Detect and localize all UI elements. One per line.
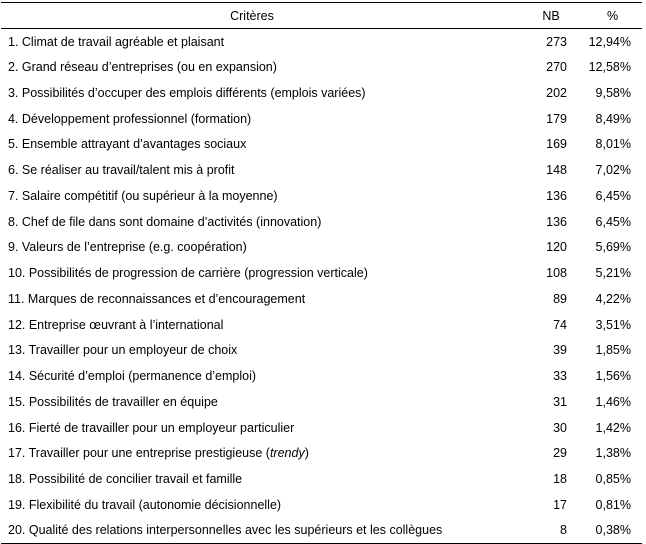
criterion-cell: 15. Possibilités de travailler en équipe <box>8 394 218 409</box>
percent-cell: 9,58% <box>595 85 631 100</box>
nb-cell: 17 <box>553 497 567 512</box>
criterion-cell: 10. Possibilités de progression de carrière (progression verticale) <box>8 266 368 281</box>
table-row <box>1 338 642 364</box>
nb-cell: 8 <box>513 518 575 544</box>
table-row <box>1 209 642 235</box>
percent-cell: 6,45% <box>595 188 631 203</box>
nb-cell: 39 <box>553 343 567 358</box>
percent-cell: 0,85% <box>595 472 631 487</box>
nb-cell: 169 <box>546 137 567 152</box>
header-nb: NB <box>513 3 575 29</box>
criterion-cell: 20. Qualité des relations interpersonnelles avec les supérieurs et les collègues <box>1 518 513 544</box>
percent-cell: 1,46% <box>595 394 631 409</box>
table-row <box>1 312 642 338</box>
nb-cell: 148 <box>546 163 567 178</box>
criterion-cell: 13. Travailler pour un employeur de choix <box>8 343 238 358</box>
criterion-cell: 6. Se réaliser au travail/talent mis à profit <box>8 163 235 178</box>
criterion-cell: 9. Valeurs de l’entreprise (e.g. coopération) <box>8 240 247 255</box>
criterion-cell: 12. Entreprise œuvrant à l’international <box>8 317 224 332</box>
nb-cell: 136 <box>546 188 567 203</box>
percent-cell: 12,94% <box>588 34 631 49</box>
criterion-cell: 2. Grand réseau d’entreprises (ou en expansion) <box>8 60 277 75</box>
nb-cell: 30 <box>553 420 567 435</box>
nb-cell: 270 <box>546 60 567 75</box>
table-row <box>1 260 642 286</box>
nb-cell: 273 <box>546 34 567 49</box>
nb-cell: 74 <box>553 317 567 332</box>
table-row <box>1 466 642 492</box>
table-row <box>1 132 642 158</box>
table-header <box>1 3 642 29</box>
percent-cell: 8,49% <box>595 111 631 126</box>
percent-cell: 8,01% <box>595 137 631 152</box>
table-row <box>1 183 642 209</box>
percent-cell: 7,02% <box>595 163 631 178</box>
nb-cell: 89 <box>553 291 567 306</box>
criterion-text-part: ) <box>304 446 309 461</box>
table-row <box>1 286 642 312</box>
table-row <box>1 441 642 467</box>
percent-cell: 4,22% <box>595 291 631 306</box>
table-row <box>1 518 642 544</box>
table-row <box>1 157 642 183</box>
percent-cell: 0,81% <box>595 497 631 512</box>
header-row <box>1 3 642 29</box>
table-row <box>1 363 642 389</box>
table-row <box>1 492 642 518</box>
criterion-emphasis: trendy <box>269 446 305 461</box>
criterion-cell: 11. Marques de reconnaissances et d’encouragement <box>8 291 306 306</box>
percent-cell: 3,51% <box>595 317 631 332</box>
nb-cell: 202 <box>546 85 567 100</box>
percent-cell: 5,21% <box>595 266 631 281</box>
nb-cell: 179 <box>546 111 567 126</box>
table-row <box>1 235 642 261</box>
header-criteria: Critères <box>1 3 513 29</box>
header-percent: % <box>575 3 642 29</box>
nb-cell: 108 <box>546 266 567 281</box>
percent-cell: 6,45% <box>595 214 631 229</box>
table-row <box>1 106 642 132</box>
nb-cell: 120 <box>546 240 567 255</box>
table-row <box>1 80 642 106</box>
percent-cell: 0,38% <box>575 518 642 544</box>
criterion-cell: 3. Possibilités d’occuper des emplois différents (emplois variées) <box>8 85 366 100</box>
criterion-cell: 4. Développement professionnel (formation) <box>8 111 252 126</box>
percent-cell: 5,69% <box>595 240 631 255</box>
nb-cell: 31 <box>553 394 567 409</box>
nb-cell: 29 <box>553 446 567 461</box>
criterion-cell: 18. Possibilité de concilier travail et famille <box>8 472 243 487</box>
criterion-cell: 14. Sécurité d’emploi (permanence d’emploi) <box>8 369 257 384</box>
criterion-cell: 5. Ensemble attrayant d’avantages sociaux <box>8 137 247 152</box>
table-body <box>1 29 642 544</box>
nb-cell: 18 <box>553 472 567 487</box>
criterion-cell: 16. Fierté de travailler pour un employeur particulier <box>8 420 295 435</box>
criterion-cell: 19. Flexibilité du travail (autonomie décisionnelle) <box>8 497 282 512</box>
percent-cell: 1,38% <box>595 446 631 461</box>
percent-cell: 1,56% <box>595 369 631 384</box>
table-row <box>1 389 642 415</box>
criterion-text-part: 17. Travailler pour une entreprise prestigieuse ( <box>8 446 270 461</box>
percent-cell: 12,58% <box>588 60 631 75</box>
nb-cell: 33 <box>553 369 567 384</box>
criterion-cell: 8. Chef de file dans sont domaine d’activités (innovation) <box>8 214 322 229</box>
criterion-cell <box>1 441 513 467</box>
criterion-cell: 1. Climat de travail agréable et plaisant <box>8 34 225 49</box>
table-row <box>1 54 642 80</box>
percent-cell: 1,85% <box>595 343 631 358</box>
criterion-cell: 7. Salaire compétitif (ou supérieur à la moyenne) <box>8 188 278 203</box>
table-row <box>1 29 642 55</box>
percent-cell: 1,42% <box>595 420 631 435</box>
criteria-table <box>1 2 642 544</box>
table-row <box>1 415 642 441</box>
nb-cell: 136 <box>546 214 567 229</box>
